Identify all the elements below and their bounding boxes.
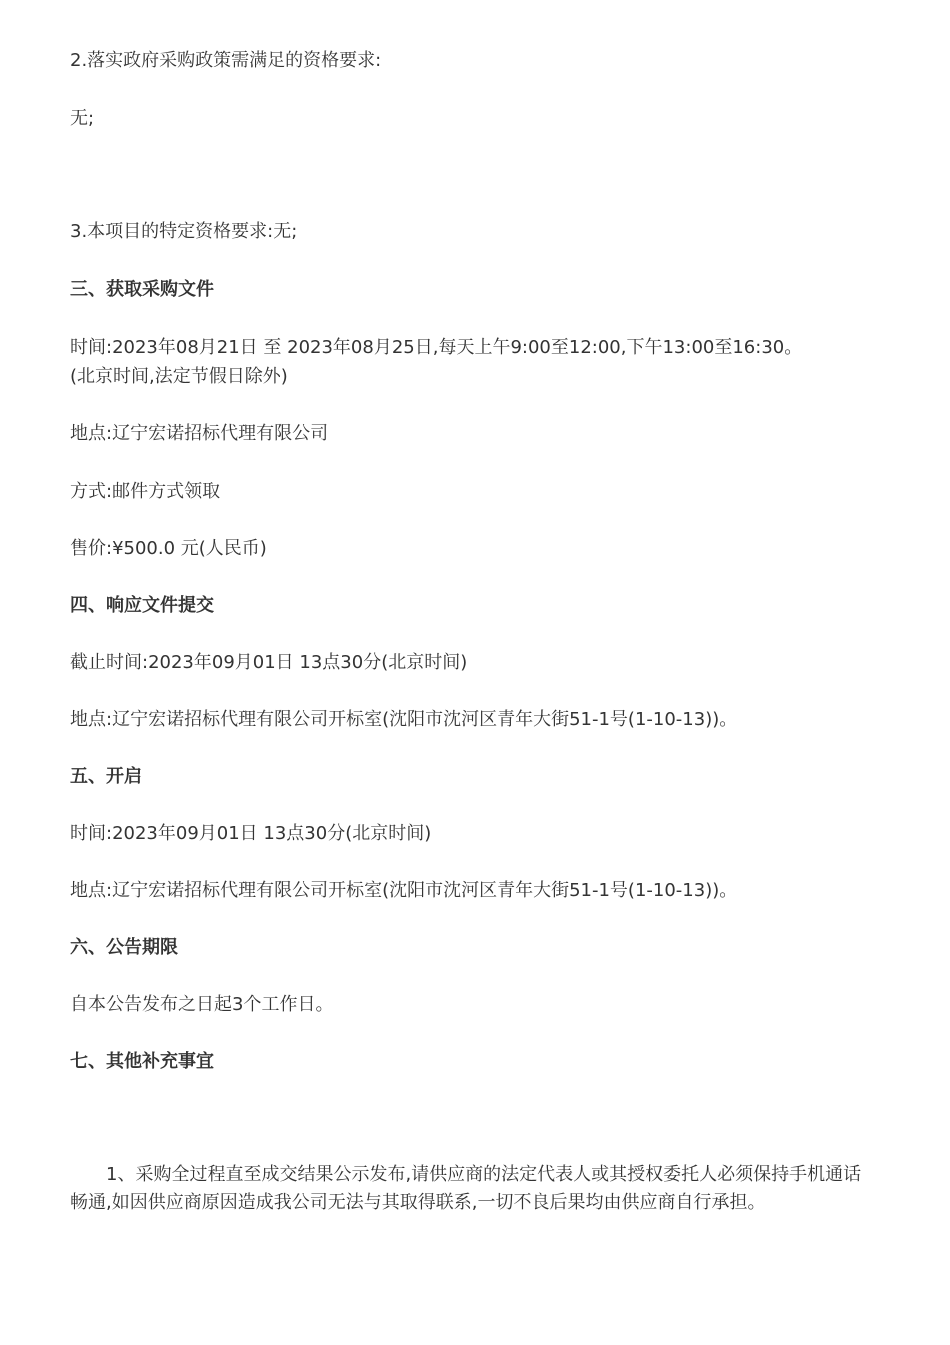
obtain-price: 售价:¥500.0 元(人民币) <box>70 538 267 559</box>
specific-qualification: 3.本项目的特定资格要求:无; <box>70 221 298 242</box>
period-text: 自本公告发布之日起3个工作日。 <box>70 994 334 1015</box>
open-time: 时间:2023年09月01日 13点30分(北京时间) <box>70 823 432 844</box>
period-heading: 六、公告期限 <box>70 937 178 958</box>
qualification-policy-label: 2.落实政府采购政策需满足的资格要求: <box>70 50 382 71</box>
submit-location: 地点:辽宁宏诺招标代理有限公司开标室(沈阳市沈河区青年大街51-1号(1-10-13))。 <box>70 709 738 730</box>
submit-deadline: 截止时间:2023年09月01日 13点30分(北京时间) <box>70 652 468 673</box>
obtain-time-line1: 时间:2023年08月21日 至 2023年08月25日,每天上午9:00至12:00,下午13:00至16:30。 <box>70 337 803 358</box>
obtain-time-line2: (北京时间,法定节假日除外) <box>70 366 288 387</box>
open-heading: 五、开启 <box>70 766 142 787</box>
obtain-location: 地点:辽宁宏诺招标代理有限公司 <box>70 423 329 444</box>
submit-heading: 四、响应文件提交 <box>70 595 214 616</box>
qualification-policy-value: 无; <box>70 108 95 129</box>
open-location: 地点:辽宁宏诺招标代理有限公司开标室(沈阳市沈河区青年大街51-1号(1-10-13))。 <box>70 880 738 901</box>
other-heading: 七、其他补充事宜 <box>70 1051 214 1072</box>
obtain-method: 方式:邮件方式领取 <box>70 481 221 502</box>
obtain-documents-heading: 三、获取采购文件 <box>70 279 214 300</box>
other-para1: 1、采购全过程直至成交结果公示发布,请供应商的法定代表人或其授权委托人必须保持手机通话畅通,如因供应商原因造成我公司无法与其取得联系,一切不良后果均由供应商自行承担。 <box>70 1164 862 1213</box>
